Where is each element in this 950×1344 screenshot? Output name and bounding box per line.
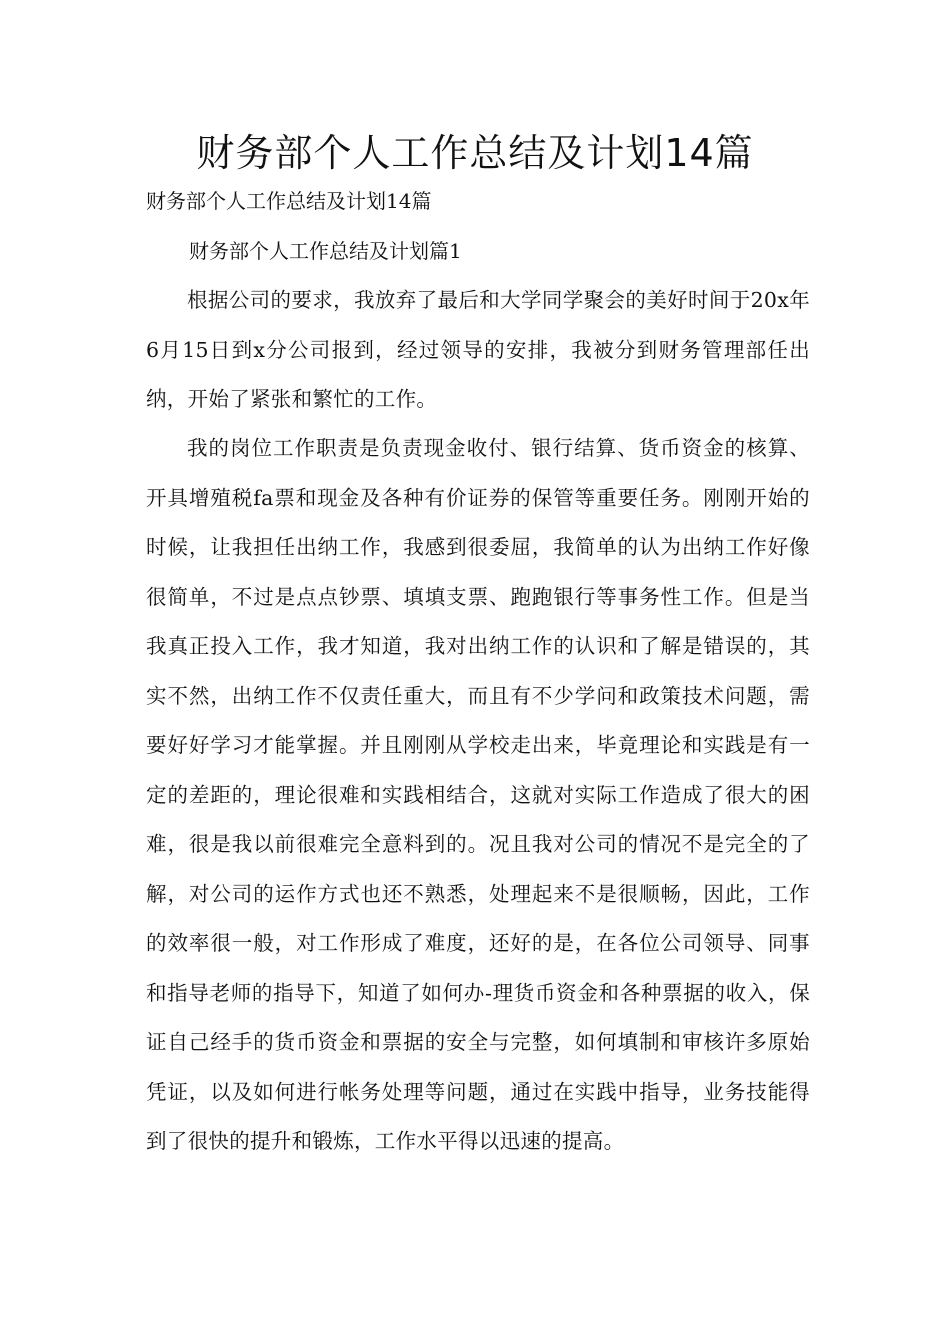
section-heading: 财务部个人工作总结及计划篇1 xyxy=(189,239,462,263)
document-title: 财务部个人工作总结及计划14篇 xyxy=(196,131,754,175)
paragraph-2: 我的岗位工作职责是负责现金收付、银行结算、货币资金的核算、开具增殖税fa票和现金及各种有价证券的保管等重要任务。刚刚开始的时候，让我担任出纳工作，我感到很委屈，我简单的认为出纳工作好像很简单，不过是点点钞票、填填支票、跑跑银行等事务性工作。但是当我真正投入工作，我才知道，我对出纳工作的认识和了解是错误的，其实不然，出纳工作不仅责任重大，而且有不少学问和政策技术问题，需要好好学习才能掌握。并且刚刚从学校走出来，毕竟理论和实践是有一定的差距的，理论很难和实践相结合，这就对实际工作造成了很大的困难，很是我以前很难完全意料到的。况且我对公司的情况不是完全的了解，对公司的运作方式也还不熟悉，处理起来不是很顺畅，因此，工作的效率很一般，对工作形成了难度，还好的是，在各位公司领导、同事和指导老师的指导下，知道了如何办-理货币资金和各种票据的收入，保证自己经手的货币资金和票据的安全与完整，如何填制和审核许多原始凭证，以及如何进行帐务处理等问题，通过在实践中指导，业务技能得到了很快的提升和锻炼，工作水平得以迅速的提高。 xyxy=(146,436,810,1153)
paragraph-1: 根据公司的要求，我放弃了最后和大学同学聚会的美好时间于20x年6月15日到x分公司报到，经过领导的安排，我被分到财务管理部任出纳，开始了紧张和繁忙的工作。 xyxy=(146,288,810,411)
document-subtitle: 财务部个人工作总结及计划14篇 xyxy=(146,189,432,213)
